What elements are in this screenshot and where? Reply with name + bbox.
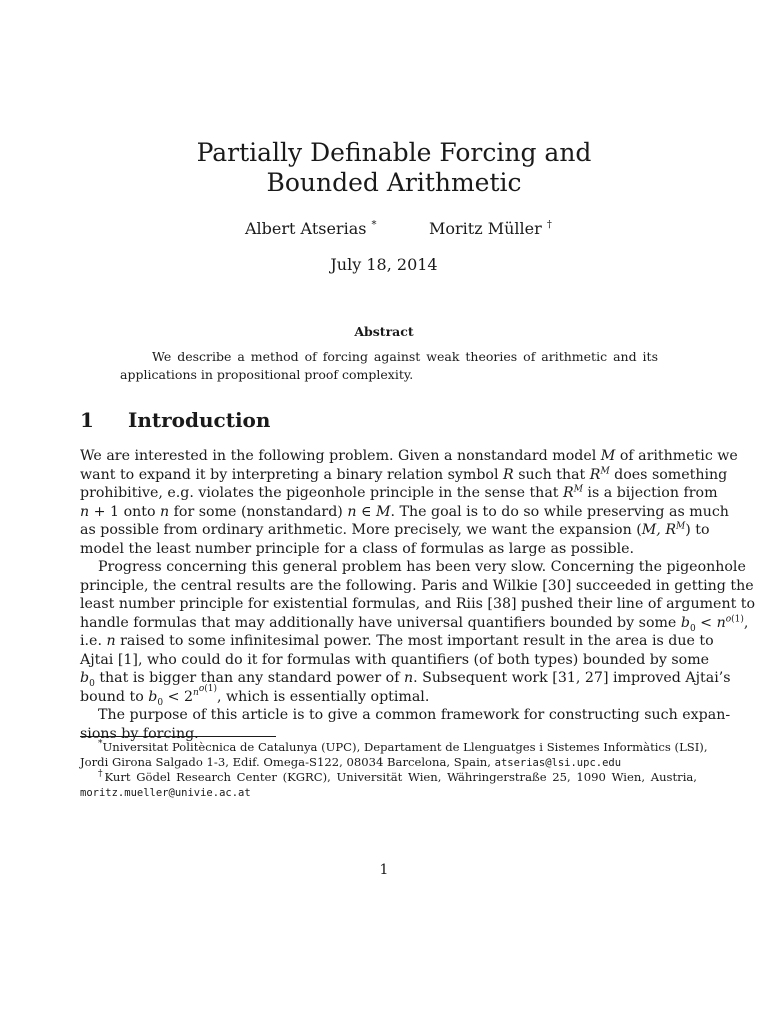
title-line-2: Bounded Arithmetic [266,168,522,197]
footnote-mark: * [98,739,103,750]
author-atserias [245,219,377,238]
body-line: The purpose of this article is to give a common framework for constructing such expan- [98,707,731,723]
email-link[interactable]: atserias@lsi.upc.edu [494,757,622,769]
author-muller [429,219,552,238]
abstract-heading: Abstract [354,324,414,339]
section-title: Introduction [128,408,271,432]
abstract-text: We describe a method of forcing against weak theories of arithmetic and its applications in propositional proof complexity. [120,349,658,382]
body-line: model the least number principle for a class of formulas as large as possible. [80,540,635,557]
body-line: as possible from ordinary arithmetic. More precisely, we want the expansion (M, $R^M$) to [80,521,710,538]
page-number: 1 [379,862,389,878]
body-line: prohibitive, e.g. violates the pigeonhole principle in the sense that $R^M$ is a bijection from [80,484,718,501]
footnote-rule [80,736,276,737]
footnote-mark: † [98,769,105,780]
author-name: Albert Atserias [245,219,367,238]
footnote-text: Universitat Politècnica de Catalunya (UPC), Departament de Llenguatges i Sistemes Informàtics (LSI), [102,740,708,754]
body-line: Progress concerning this general problem has been very slow. Concerning the pigeonhole [98,559,746,575]
body-line: want to expand it by interpreting a binary relation symbol R such that $R^M$ does something [80,465,728,483]
email-link[interactable]: moritz.mueller@univie.ac.at [80,787,251,799]
body-line: sions by forcing. [80,725,199,742]
body-line: bound to $b_0 < 2^{n^{o(1)}}$, which is essentially optimal. [80,683,430,708]
body-line: $b_0$ that is bigger than any standard power of n. Subsequent work [31, 27] improved Ajtai’s [80,670,731,689]
body-line: i.e. n raised to some infinitesimal power. The most important result in the area is due to [80,633,714,649]
body-line: handle formulas that may additionally have universal quantifiers bounded by some $b_0 < n^{o(1)}$, [80,613,749,634]
body-line: n + 1 onto n for some (nonstandard) n ∈ M. The goal is to do so while preserving as much [80,503,729,520]
paper-title [90,138,698,198]
footnotes [80,739,708,800]
footnote-1-cont [80,755,697,770]
body-line: least number principle for existential formulas, and Riis [38] pushed their line of argument to [80,596,756,612]
footnote-2 [80,770,697,785]
title-line-1: Partially Definable Forcing and [196,138,592,167]
footnote-text: Kurt Gödel Research Center (KGRC), Universität Wien, Währingerstraße 25, 1090 Wien, Austria, [104,770,697,784]
paper-date: July 18, 2014 [330,255,438,274]
footnote-text: Jordi Girona Salgado 1-3, Edif. Omega-S122, 08034 Barcelona, Spain, [80,755,491,769]
footnote-2-cont [80,785,697,800]
footnote-mark: * [371,219,377,231]
author-name: Moritz Müller [429,219,542,238]
introduction-body [80,447,756,743]
footnote-1 [80,739,708,755]
section-heading [80,408,270,432]
body-line: Ajtai [1], who could do it for formulas with quantifiers (of both types) bounded by some [80,651,710,668]
author-list [0,219,768,241]
body-line: We are interested in the following problem. Given a nonstandard model M of arithmetic we [80,448,738,464]
section-number: 1 [80,408,94,432]
body-line: principle, the central results are the following. Paris and Wilkie [30] succeeded in getting the [80,577,754,594]
footnote-mark: † [546,219,552,231]
